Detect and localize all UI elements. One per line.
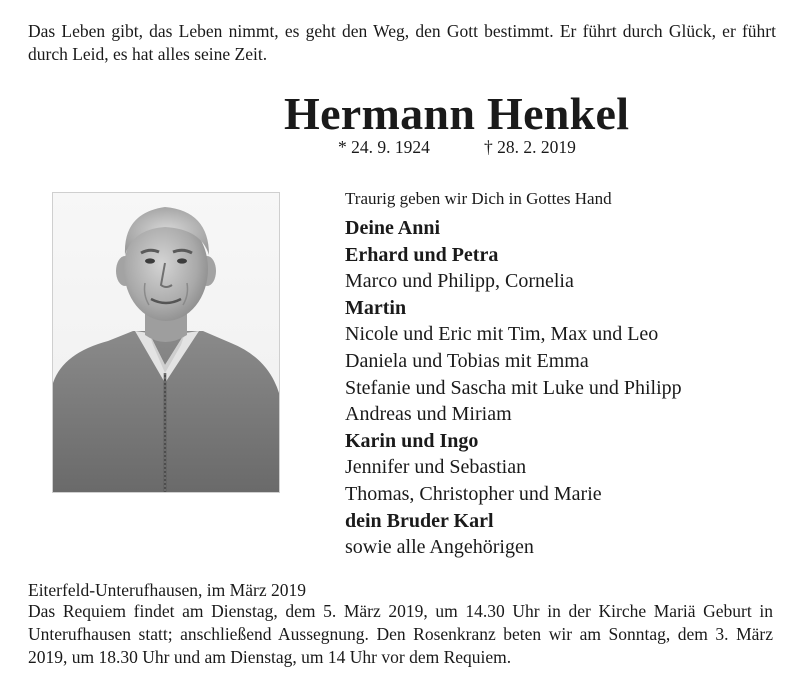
family-member: Deine Anni xyxy=(345,217,441,239)
service-info: Das Requiem findet am Dienstag, dem 5. März 2019, um 14.30 Uhr in der Kirche Mariä Geburt in Unterufhausen statt; anschließend Aussegnung. Den Rosenkranz beten wir am Sonntag, dem 3. März 2019, um 18.30 Uhr und am Dienstag, um 14 Uhr vor dem Requiem. xyxy=(28,601,773,667)
portrait-photo xyxy=(52,192,280,493)
family-member: Karin und Ingo xyxy=(345,429,479,452)
family-member: Thomas, Christopher und Marie xyxy=(345,482,602,505)
family-list xyxy=(345,215,682,561)
place-date: Eiterfeld-Unterufhausen, im März 2019 xyxy=(28,580,306,600)
family-member: Jennifer und Sebastian xyxy=(345,456,527,479)
family-member: dein Bruder Karl xyxy=(345,509,494,532)
family-member: Marco und Philipp, Cornelia xyxy=(345,270,574,293)
family-member: Andreas und Miriam xyxy=(345,403,512,426)
family-member: Martin xyxy=(345,296,407,319)
death-date: † 28. 2. 2019 xyxy=(484,137,576,157)
motto-verse: Das Leben gibt, das Leben nimmt, es geht den Weg, den Gott bestimmt. Er führt durch Glück, er führt durch Leid, es hat alles seine Zeit. xyxy=(28,21,776,64)
family-member: sowie alle Angehörigen xyxy=(345,536,534,559)
family-member: Daniela und Tobias mit Emma xyxy=(345,349,589,372)
family-member: Nicole und Eric mit Tim, Max und Leo xyxy=(345,323,659,346)
family-member: Stefanie und Sascha mit Luke und Philipp xyxy=(345,376,682,399)
deceased-name: Hermann Henkel xyxy=(284,88,630,139)
family-member: Erhard und Petra xyxy=(345,243,499,266)
intro-line: Traurig geben wir Dich in Gottes Hand xyxy=(345,189,612,208)
birth-date: * 24. 9. 1924 xyxy=(338,137,430,157)
